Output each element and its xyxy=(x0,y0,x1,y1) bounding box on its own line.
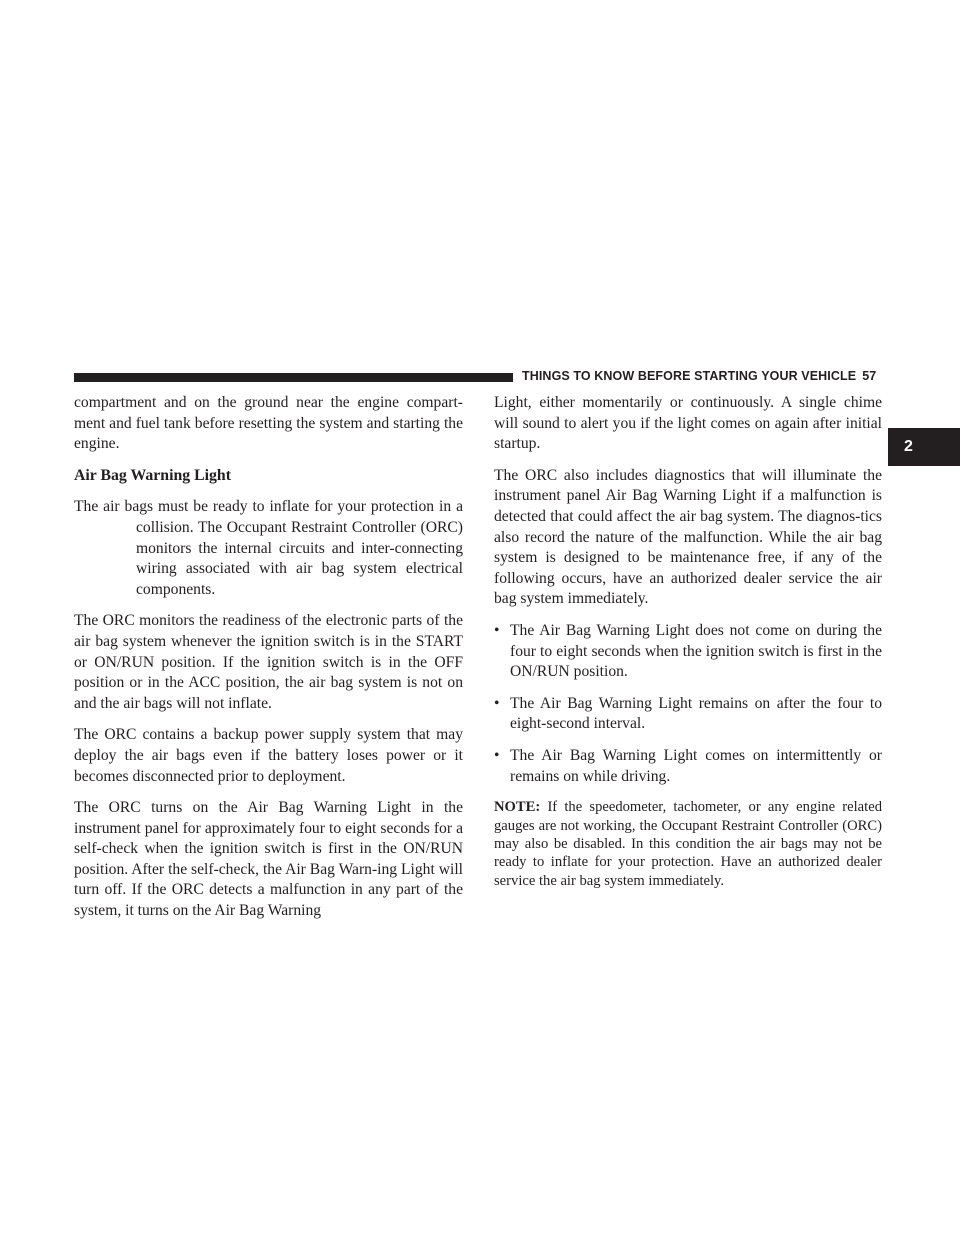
paragraph-lead: The air bags must be ready to inflate for your protection in xyxy=(74,498,452,516)
bullet-icon: • xyxy=(494,746,500,764)
section-title: THINGS TO KNOW BEFORE STARTING YOUR VEHICLE xyxy=(522,369,857,383)
right-column xyxy=(494,393,882,890)
list-item-text: The Air Bag Warning Light comes on intermittently or remains on while driving. xyxy=(510,746,882,785)
paragraph: compartment and on the ground near the engine compart-ment and fuel tank before resetting the system and starting the engine. xyxy=(74,394,463,453)
bullet-list xyxy=(494,621,882,787)
list-item xyxy=(494,746,882,787)
note-label: NOTE: xyxy=(494,799,541,816)
section-heading: Air Bag Warning Light xyxy=(74,466,231,484)
paragraph-rest: a collision. The Occupant Restraint Controller (ORC) monitors the internal circuits and inter-connecting wiring associated with air bag system electrical components. xyxy=(136,498,463,598)
bullet-icon: • xyxy=(494,621,500,639)
paragraph-air-bag-intro xyxy=(74,497,463,600)
left-column xyxy=(74,393,463,933)
paragraph: The ORC turns on the Air Bag Warning Light in the instrument panel for approximately four to eight seconds for a self-check when the ignition switch is first in the ON/RUN position. After the self-check, the Air Bag Warn-ing Light will turn off. If the ORC detects a malfunction in any part of the system, it turns on the Air Bag Warning xyxy=(74,799,463,920)
paragraph: The ORC also includes diagnostics that will illuminate the instrument panel Air Bag Warning Light if a malfunction is detected that could affect the air bag system. The diagnos-tics also record the nature of the malfunction. While the air bag system is designed to be maintenance free, if any of the following occurs, have an authorized dealer service the air bag system immediately. xyxy=(494,466,882,608)
list-item-text: The Air Bag Warning Light remains on after the four to eight-second interval. xyxy=(510,694,882,733)
list-item xyxy=(494,694,882,735)
paragraph: Light, either momentarily or continuously. A single chime will sound to alert you if the light comes on again after initial startup. xyxy=(494,394,882,453)
header-rule xyxy=(74,373,513,382)
running-header xyxy=(522,369,876,383)
note xyxy=(494,798,882,890)
paragraph: The ORC monitors the readiness of the electronic parts of the air bag system whenever the ignition switch is in the START or ON/RUN position. If the ignition switch is in the OFF position or in the ACC position, the air bag system is not on and the air bags will not inflate. xyxy=(74,612,463,712)
chapter-tab: 2 xyxy=(888,428,960,466)
list-item-text: The Air Bag Warning Light does not come on during the four to eight seconds when the ignition switch is first in the ON/RUN position. xyxy=(510,621,882,681)
paragraph: The ORC contains a backup power supply system that may deploy the air bags even if the battery loses power or it becomes disconnected prior to deployment. xyxy=(74,726,463,785)
list-item xyxy=(494,621,882,683)
bullet-icon: • xyxy=(494,694,500,712)
note-text: If the speedometer, tachometer, or any engine related gauges are not working, the Occupant Restraint Controller (ORC) may also be disabled. In this condition the air bags may not be ready to inflate for your protection. Have an authorized dealer service the air bag system immediately. xyxy=(494,799,882,889)
page-number: 57 xyxy=(862,369,877,383)
